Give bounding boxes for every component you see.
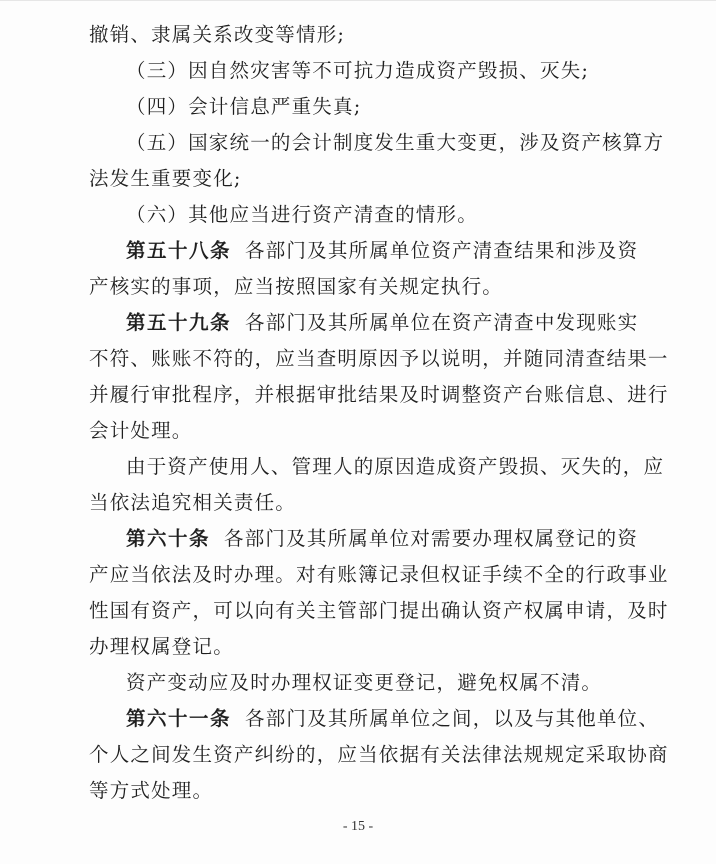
article-60: [126, 521, 639, 557]
list-item-4: （四）会计信息严重失真;: [126, 95, 362, 118]
article-text: 各部门及其所属单位在资产清查中发现账实: [245, 311, 639, 334]
article-59: [126, 305, 639, 341]
text-line: 当依法追究相关责任。: [89, 491, 297, 514]
article-text: 各部门及其所属单位资产清查结果和涉及资: [245, 239, 639, 262]
text-line: 不符、账账不符的，应当查明原因予以说明，并随同清查结果一: [89, 347, 669, 370]
paragraph-line: 由于资产使用人、管理人的原因造成资产毁损、灭失的，应: [126, 455, 665, 478]
list-item-5: （五）国家统一的会计制度发生重大变更，涉及资产核算方: [126, 131, 665, 154]
article-number: 第五十八条: [126, 239, 232, 262]
text-line: 并履行审批程序，并根据审批结果及时调整资产台账信息、进行: [89, 383, 669, 406]
text-line: 法发生重要变化;: [89, 167, 242, 190]
article-58: [126, 233, 639, 269]
text-line: 会计处理。: [89, 419, 193, 442]
article-61: [126, 701, 660, 737]
article-number: 第六十一条: [126, 707, 232, 730]
text-line: 个人之间发生资产纠纷的，应当依据有关法律法规规定采取协商: [89, 743, 669, 766]
list-item-6: （六）其他应当进行资产清查的情形。: [126, 203, 478, 226]
text-line: 产核实的事项，应当按照国家有关规定执行。: [89, 275, 504, 298]
paragraph-line: 资产变动应及时办理权证变更登记，避免权属不清。: [126, 671, 603, 694]
text-line: 撤销、隶属关系改变等情形;: [89, 23, 346, 46]
article-text: 各部门及其所属单位之间，以及与其他单位、: [245, 707, 660, 730]
page-number: - 15 -: [342, 819, 374, 834]
list-item-3: （三）因自然灾害等不可抗力造成资产毁损、灭失;: [126, 59, 590, 82]
text-line: 产应当依法及时办理。对有账簿记录但权证手续不全的行政事业: [89, 563, 669, 586]
article-text: 各部门及其所属单位对需要办理权属登记的资: [224, 527, 639, 550]
article-number: 第五十九条: [126, 311, 232, 334]
text-line: 办理权属登记。: [89, 635, 234, 658]
text-line: 等方式处理。: [89, 779, 214, 802]
article-number: 第六十条: [126, 527, 211, 550]
text-line: 性国有资产，可以向有关主管部门提出确认资产权属申请，及时: [89, 599, 669, 622]
